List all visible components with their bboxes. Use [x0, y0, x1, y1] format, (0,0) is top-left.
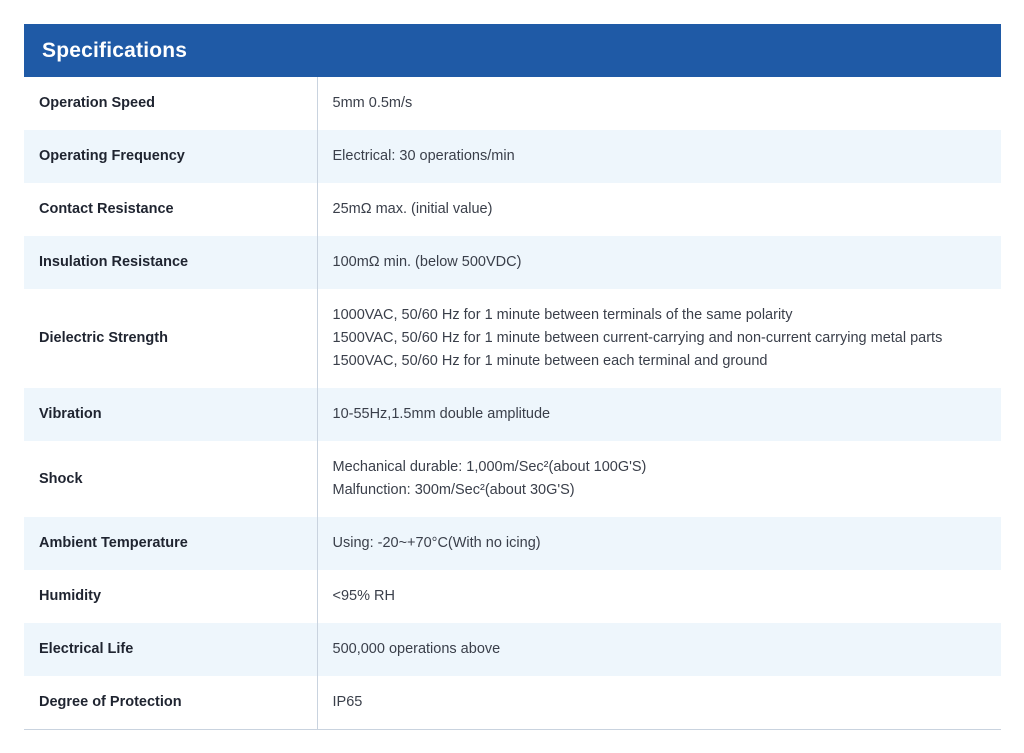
spec-value-line: Malfunction: 300m/Sec²(about 30G'S)	[332, 482, 575, 498]
spec-label: Dielectric Strength	[24, 289, 317, 388]
specifications-table	[24, 77, 1001, 729]
table-row	[24, 623, 1001, 676]
spec-value	[317, 77, 1001, 130]
spec-value-line: 1000VAC, 50/60 Hz for 1 minute between terminals of the same polarity	[332, 307, 793, 323]
spec-label: Vibration	[24, 388, 317, 441]
specifications-title: Specifications	[42, 38, 188, 62]
spec-value	[317, 130, 1001, 183]
table-row	[24, 130, 1001, 183]
spec-value-line: 500,000 operations above	[332, 641, 501, 657]
spec-value-line: Electrical: 30 operations/min	[332, 148, 515, 164]
spec-label: Electrical Life	[24, 623, 317, 676]
spec-value	[317, 570, 1001, 623]
spec-value	[317, 388, 1001, 441]
spec-value-line: 10-55Hz,1.5mm double amplitude	[332, 406, 551, 422]
spec-label: Insulation Resistance	[24, 236, 317, 289]
table-row	[24, 676, 1001, 729]
spec-value-line: 1500VAC, 50/60 Hz for 1 minute between current-carrying and non-current carrying metal parts	[332, 330, 943, 346]
spec-label: Operation Speed	[24, 77, 317, 130]
table-row	[24, 517, 1001, 570]
spec-value-line: IP65	[332, 694, 363, 710]
table-row	[24, 77, 1001, 130]
spec-label: Ambient Temperature	[24, 517, 317, 570]
specifications-panel	[24, 24, 1001, 730]
table-row	[24, 570, 1001, 623]
spec-value	[317, 517, 1001, 570]
spec-label: Contact Resistance	[24, 183, 317, 236]
table-row	[24, 388, 1001, 441]
spec-label: Operating Frequency	[24, 130, 317, 183]
table-row	[24, 441, 1001, 517]
specifications-header	[24, 24, 1001, 77]
table-row	[24, 183, 1001, 236]
spec-value	[317, 623, 1001, 676]
spec-label: Degree of Protection	[24, 676, 317, 729]
spec-value-line: Using: -20~+70°C(With no icing)	[332, 535, 541, 551]
spec-value-line: <95% RH	[332, 588, 395, 604]
spec-value-line: Mechanical durable: 1,000m/Sec²(about 100G'S)	[332, 459, 647, 475]
spec-value-line: 25mΩ max. (initial value)	[332, 201, 493, 217]
spec-value-line: 100mΩ min. (below 500VDC)	[332, 254, 522, 270]
table-row	[24, 289, 1001, 388]
table-row	[24, 236, 1001, 289]
spec-value	[317, 236, 1001, 289]
spec-value	[317, 289, 1001, 388]
spec-label: Shock	[24, 441, 317, 517]
table-bottom-divider	[24, 729, 1001, 730]
spec-value-line: 1500VAC, 50/60 Hz for 1 minute between each terminal and ground	[332, 353, 768, 369]
spec-value	[317, 183, 1001, 236]
spec-value	[317, 676, 1001, 729]
spec-value-line: 5mm 0.5m/s	[332, 95, 413, 111]
spec-value	[317, 441, 1001, 517]
spec-label: Humidity	[24, 570, 317, 623]
